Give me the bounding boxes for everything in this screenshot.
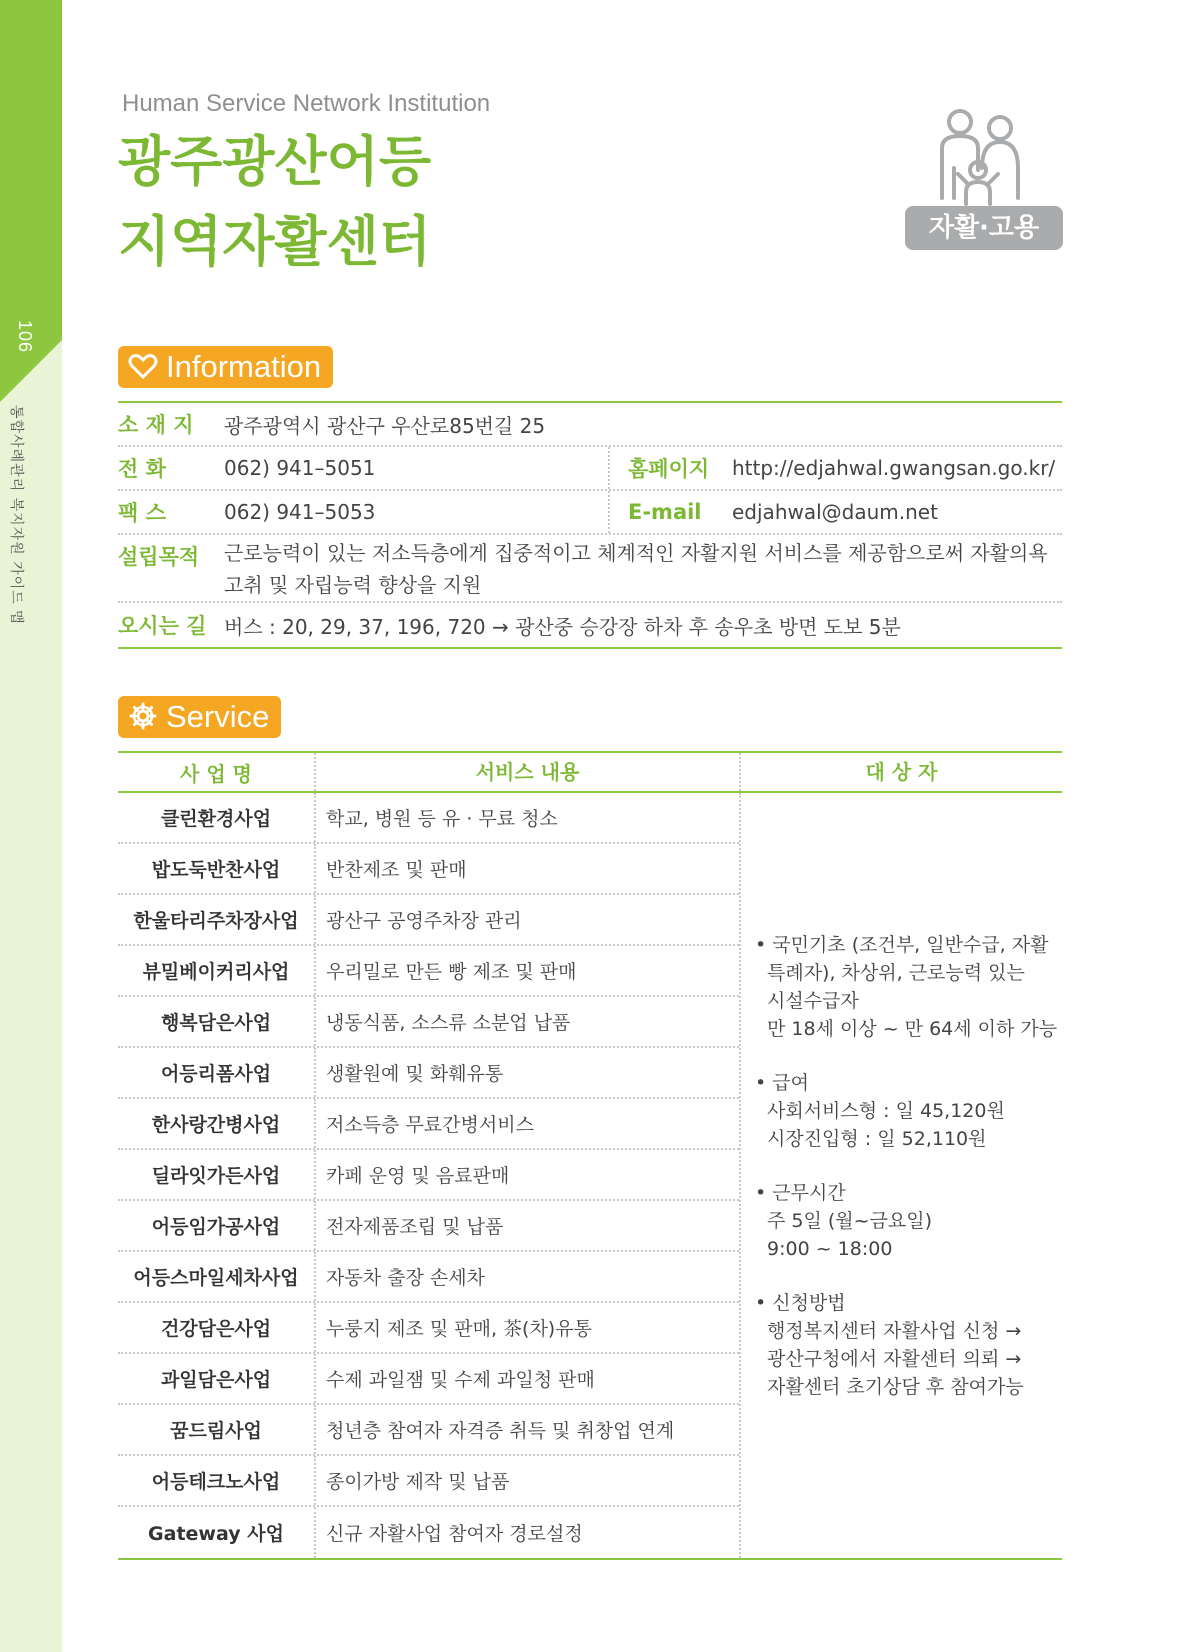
directions-label: 오시는 길 xyxy=(118,614,207,638)
phone-value: 062) 941–5051 xyxy=(224,456,376,480)
target-pay-line: 사회서비스형 : 일 45,120원 xyxy=(767,1100,1005,1122)
service-name: 딜라잇가든사업 xyxy=(151,1165,281,1187)
fax-cell xyxy=(118,491,610,533)
service-name: 어등테크노사업 xyxy=(151,1471,281,1493)
info-row-purpose xyxy=(118,535,1062,603)
service-name: 어등임가공사업 xyxy=(151,1216,281,1238)
target-hours-line: 9:00 ~ 18:00 xyxy=(767,1238,893,1260)
service-content: 전자제품조립 및 납품 xyxy=(314,1201,739,1250)
service-name: 뷰밀베이커리사업 xyxy=(142,961,290,983)
table-row xyxy=(118,1507,739,1558)
table-row xyxy=(118,1048,739,1099)
email-label: E-mail xyxy=(628,500,702,524)
column-header-name: 사 업 명 xyxy=(180,761,252,786)
service-section-label: Service xyxy=(166,699,270,734)
table-row xyxy=(118,1252,739,1303)
information-section-header xyxy=(118,346,333,388)
target-apply-line: 행정복지센터 자활사업 신청 → xyxy=(767,1320,1022,1342)
category-badge: 자활·고용 xyxy=(905,206,1063,250)
table-row xyxy=(118,844,739,895)
table-row xyxy=(118,895,739,946)
service-rows xyxy=(118,793,739,1558)
service-table xyxy=(118,751,1062,1560)
title-line-2: 지역자활센터 xyxy=(118,210,431,273)
service-name: 클린환경사업 xyxy=(160,808,272,830)
target-eligibility-head: • 국민기초 (조건부, 일반수급, 자활 xyxy=(755,934,1049,956)
homepage-cell xyxy=(610,447,1062,489)
service-name: 과일담은사업 xyxy=(160,1369,272,1391)
service-content: 누룽지 제조 및 판매, 茶(차)유통 xyxy=(314,1303,739,1352)
table-row xyxy=(118,1405,739,1456)
target-pay-line: 시장진입형 : 일 52,110원 xyxy=(767,1128,987,1150)
heart-icon xyxy=(128,351,158,381)
table-row xyxy=(118,1303,739,1354)
email-link[interactable]: edjahwal@daum.net xyxy=(732,500,938,524)
column-header-target: 대 상 자 xyxy=(739,753,1062,791)
information-table xyxy=(118,401,1062,649)
fax-label: 팩 스 xyxy=(118,501,166,525)
information-section-label: Information xyxy=(166,349,322,384)
side-strip-accent xyxy=(0,0,62,340)
phone-label: 전 화 xyxy=(118,457,166,481)
service-name: Gateway 사업 xyxy=(148,1523,284,1545)
phone-cell xyxy=(118,447,610,489)
title-line-1: 광주광산어등 xyxy=(118,130,431,193)
service-content: 광산구 공영주차장 관리 xyxy=(314,895,739,944)
service-name: 꿈드림사업 xyxy=(170,1420,262,1442)
target-eligibility-line: 시설수급자 xyxy=(767,990,859,1012)
target-apply xyxy=(755,1289,1057,1401)
service-content: 냉동식품, 소스류 소분업 납품 xyxy=(314,997,739,1046)
target-pay-head: • 급여 xyxy=(755,1072,809,1094)
info-row-directions xyxy=(118,603,1062,647)
fax-value: 062) 941–5053 xyxy=(224,500,376,524)
table-row xyxy=(118,997,739,1048)
service-content: 신규 자활사업 참여자 경로설정 xyxy=(314,1507,739,1558)
purpose-label: 설립목적 xyxy=(118,545,200,569)
target-eligibility xyxy=(755,931,1057,1043)
service-name: 한울타리주차장사업 xyxy=(133,910,299,932)
service-table-body xyxy=(118,793,1062,1558)
info-row-phone xyxy=(118,447,1062,491)
service-table-header xyxy=(118,753,1062,793)
service-section-header xyxy=(118,696,281,738)
service-content: 저소득층 무료간병서비스 xyxy=(314,1099,739,1148)
service-content: 청년층 참여자 자격증 취득 및 취창업 연계 xyxy=(314,1405,739,1454)
address-value: 광주광역시 광산구 우산로85번길 25 xyxy=(224,413,546,438)
table-row xyxy=(118,793,739,844)
table-row xyxy=(118,1201,739,1252)
table-row xyxy=(118,1354,739,1405)
service-name: 한사랑간병사업 xyxy=(151,1114,281,1136)
column-header-content: 서비스 내용 xyxy=(314,753,739,791)
target-eligibility-line: 만 18세 이상 ~ 만 64세 이하 가능 xyxy=(767,1018,1058,1040)
email-cell xyxy=(610,491,1062,533)
homepage-link[interactable]: http://edjahwal.gwangsan.go.kr/ xyxy=(732,456,1056,480)
service-name: 어등리폼사업 xyxy=(160,1063,272,1085)
info-row-address xyxy=(118,403,1062,447)
service-content: 카페 운영 및 음료판매 xyxy=(314,1150,739,1199)
side-caption: 통합사례관리 복지자원 가이드 맵 xyxy=(8,405,24,625)
target-hours-head: • 근무시간 xyxy=(755,1182,846,1204)
purpose-value: 근로능력이 있는 저소득층에게 집중적이고 체계적인 자활지원 서비스를 제공함으로써 자활의욕 고취 및 자립능력 향상을 지원 xyxy=(224,541,1048,597)
target-apply-line: 광산구청에서 자활센터 의뢰 → xyxy=(767,1348,1022,1370)
target-apply-head: • 신청방법 xyxy=(755,1292,846,1314)
service-content: 학교, 병원 등 유 · 무료 청소 xyxy=(314,793,739,842)
family-icon xyxy=(930,108,1040,208)
service-content: 수제 과일잼 및 수제 과일청 판매 xyxy=(314,1354,739,1403)
service-name: 어등스마일세차사업 xyxy=(133,1267,299,1289)
header-subtitle: Human Service Network Institution xyxy=(122,90,491,117)
table-row xyxy=(118,1456,739,1507)
target-apply-line: 자활센터 초기상담 후 참여가능 xyxy=(767,1376,1024,1398)
service-content: 자동차 출장 손세차 xyxy=(314,1252,739,1301)
service-content: 종이가방 제작 및 납품 xyxy=(314,1456,739,1505)
service-name: 건강담은사업 xyxy=(160,1318,272,1340)
page-title xyxy=(118,122,431,282)
target-eligibility-line: 특례자), 차상위, 근로능력 있는 xyxy=(767,962,1025,984)
service-content: 반찬제조 및 판매 xyxy=(314,844,739,893)
service-content: 우리밀로 만든 빵 제조 및 판매 xyxy=(314,946,739,995)
table-row xyxy=(118,1099,739,1150)
target-hours-line: 주 5일 (월~금요일) xyxy=(767,1210,933,1232)
service-name: 밥도둑반찬사업 xyxy=(151,859,281,881)
address-label: 소 재 지 xyxy=(118,413,194,437)
info-row-fax xyxy=(118,491,1062,535)
target-cell xyxy=(739,793,1065,1558)
service-content: 생활원예 및 화훼유통 xyxy=(314,1048,739,1097)
directions-value: 버스 : 20, 29, 37, 196, 720 → 광산중 승강장 하차 후 송우초 방면 도보 5분 xyxy=(224,614,901,639)
gear-icon xyxy=(128,701,158,731)
table-row xyxy=(118,1150,739,1201)
page-number: 106 xyxy=(15,320,35,354)
homepage-label: 홈페이지 xyxy=(628,457,710,481)
target-hours xyxy=(755,1179,1057,1263)
service-name: 행복담은사업 xyxy=(160,1012,272,1034)
table-row xyxy=(118,946,739,997)
target-pay xyxy=(755,1069,1057,1153)
